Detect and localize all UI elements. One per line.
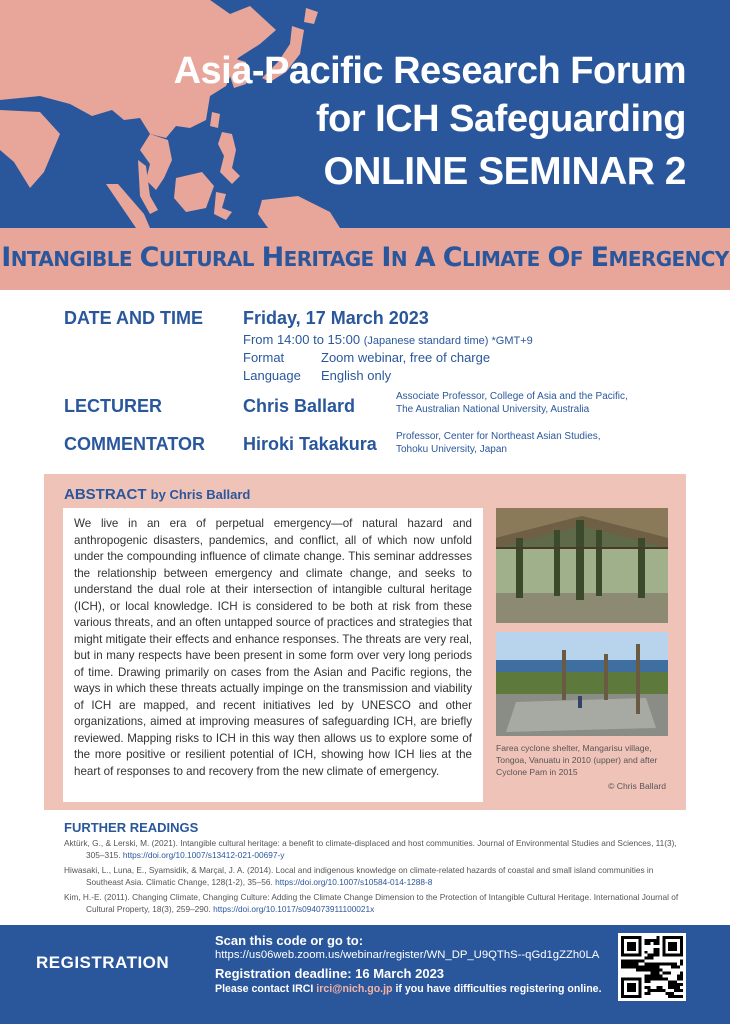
scan-instruction: Scan this code or go to: — [215, 933, 364, 948]
contact-text-pre: Please contact IRCI — [215, 983, 317, 995]
registration-footer — [0, 925, 730, 1024]
date-value: Friday, 17 March 2023 — [243, 308, 429, 328]
registration-deadline: Registration deadline: 16 March 2023 — [215, 966, 445, 981]
lecturer-affiliation-line-2: The Australian National University, Australia — [396, 404, 590, 415]
abstract-author: by Chris Ballard — [150, 487, 251, 502]
format-label: Format — [243, 350, 285, 365]
registration-url-link[interactable]: https://us06web.zoom.us/webinar/register/WN_DP_U9QThS--qGd1gZZh0LA — [215, 949, 600, 961]
reference-text: Aktürk, G., & Lerski, M. (2021). Intangible cultural heritage: a benefit to climate-displaced and host communities. Journal of Environmental Studies and Sciences, 11(3), 305–315. — [64, 838, 677, 860]
reference-item — [64, 838, 684, 861]
reference-doi-link[interactable]: https://doi.org/10.1007/s13412-021-00697-y — [122, 849, 285, 860]
abstract-heading — [64, 486, 250, 503]
reference-item — [64, 892, 684, 915]
qr-code-icon — [621, 936, 683, 998]
language-label: Language — [243, 368, 301, 383]
commentator-name: Hiroki Takakura — [243, 434, 377, 454]
format-value: Zoom webinar, free of charge — [321, 350, 491, 365]
seminar-number-title: ONLINE SEMINAR 2 — [323, 150, 686, 193]
subtitle-band — [0, 228, 730, 290]
reference-text: Kim, H.-E. (2011). Changing Climate, Changing Culture: Adding the Climate Change Dimension to the Protection of Intangible Cultural Heritage. International Journal of Cultural Property, 18(3), 259–290. — [64, 892, 679, 914]
lecturer-affiliation-line-1: Associate Professor, College of Asia and the Pacific, — [396, 391, 628, 402]
abstract-section — [44, 474, 686, 810]
cyclone-shelter-photo-2015 — [496, 632, 668, 736]
lecturer-label: LECTURER — [64, 396, 162, 416]
contact-email-link[interactable]: irci@nich.go.jp — [316, 983, 393, 995]
header-banner — [0, 0, 730, 228]
contact-note — [215, 983, 602, 995]
further-readings-heading: FURTHER READINGS — [64, 820, 199, 835]
commentator-label: COMMENTATOR — [64, 434, 205, 454]
time-value — [243, 332, 533, 347]
reference-text: Hiwasaki, L., Luna, E., Syamsidik, & Marçal, J. A. (2014). Local and indigenous knowledge on climate-related hazards of coastal and small island communities in Southeast Asia. Climatic Change, 128(1-2), 35–56. — [64, 865, 654, 887]
contact-text-post: if you have difficulties registering online. — [392, 983, 602, 995]
seminar-subtitle: INTANGIBLE CULTURAL HERITAGE IN A CLIMATE OF EMERGENCY — [1, 242, 729, 273]
registration-qr-code[interactable] — [618, 933, 686, 1001]
forum-title-line-2: for ICH Safeguarding — [315, 98, 686, 140]
registration-label: REGISTRATION — [36, 953, 170, 972]
date-label: DATE AND TIME — [64, 308, 203, 328]
time-main: From 14:00 to 15:00 — [243, 332, 361, 347]
commentator-affiliation — [396, 430, 601, 456]
language-value: English only — [321, 368, 392, 383]
photo-caption: Farea cyclone shelter, Mangarisu village, Tongoa, Vanuatu in 2010 (upper) and after Cyclone Pam in 2015 — [496, 743, 658, 777]
abstract-text: We live in an era of perpetual emergency—of natural hazard and anthropogenic disasters, pandemics, and conflict, all of which now unfold under the compounding influence of climate change. This seminar addresses the relationship between emergency and climate change, and seeks to understand the dual role at their intersection of intangible cultural heritage (ICH), or local knowledge. ICH is considered to be both at risk from these various threats, and an often untapped source of practices and strategies that might mitigate their effects and enhance responses. The threats are very real, but in many respects have been present in some form over very long periods of time. Drawing primarily on cases from the Asian and Pacific regions, the ways in which these threats actually impinge on the transmission and viability of ICH are mapped, and recent initiatives led by UNESCO and other organizations, aimed at improving measures of safeguarding ICH, are briefly reviewed. Mapping risks to ICH in this way then allows us to explore some of the more positive or resilient potential of ICH, showing how ICH lies at the heart of responses to and recovery from the new climate of emergency. — [63, 508, 483, 802]
lecturer-name: Chris Ballard — [243, 396, 356, 416]
abstract-title: ABSTRACT — [64, 486, 147, 503]
reference-doi-link[interactable]: https://doi.org/10.1007/s10584-014-1288-8 — [275, 876, 433, 887]
commentator-affiliation-line-2: Tohoku University, Japan — [396, 444, 507, 455]
commentator-affiliation-line-1: Professor, Center for Northeast Asian Studies, — [396, 431, 601, 442]
photo-credit: © Chris Ballard — [608, 781, 666, 791]
reference-item — [64, 865, 684, 888]
time-note: (Japanese standard time) *GMT+9 — [363, 335, 533, 347]
lecturer-affiliation — [396, 390, 628, 416]
forum-title-line-1: Asia-Pacific Research Forum — [173, 50, 686, 92]
reference-doi-link[interactable]: https://doi.org/10.1017/s094073911100021x — [213, 903, 375, 914]
cyclone-shelter-photo-2010 — [496, 508, 668, 623]
